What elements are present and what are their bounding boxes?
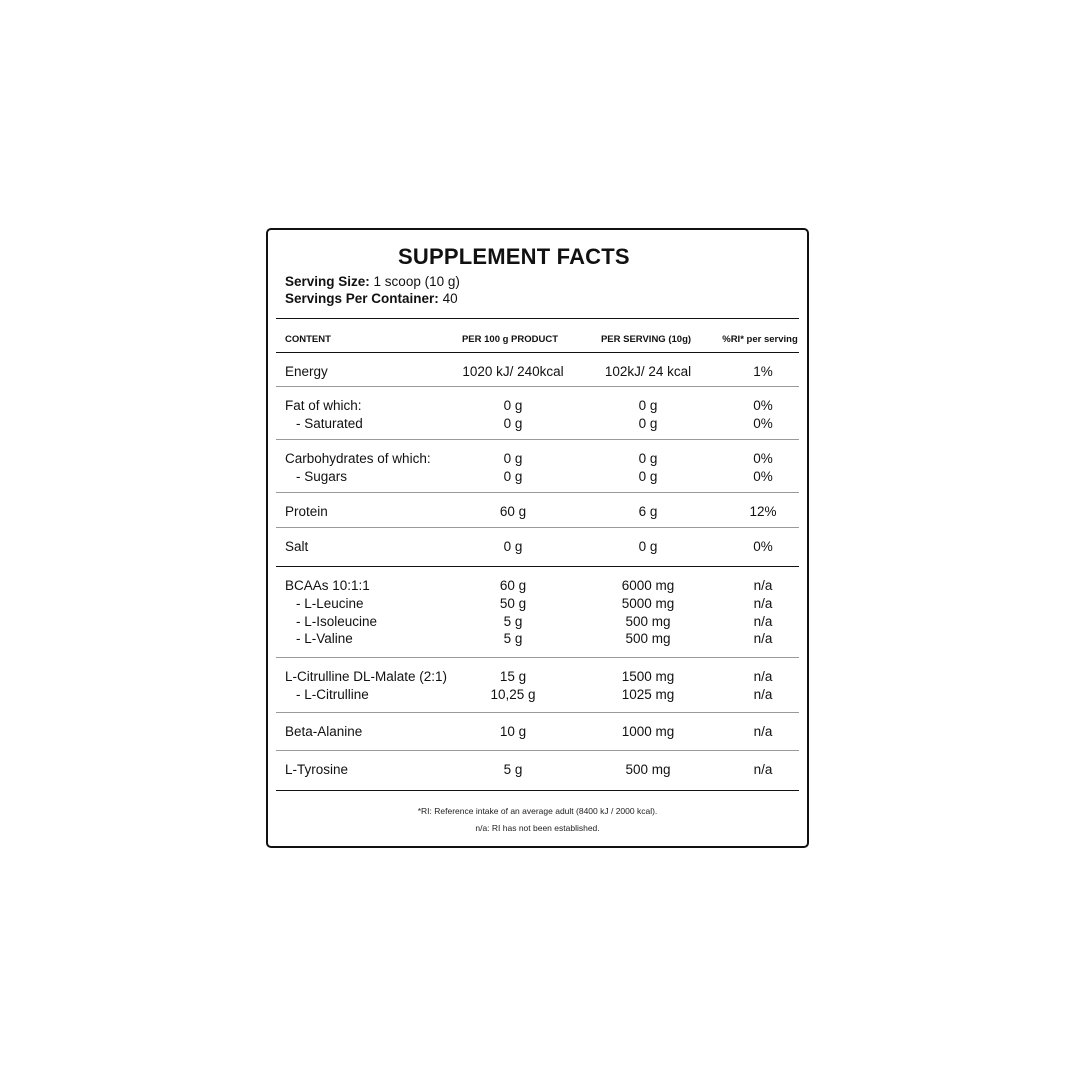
header-ri: %RI* per serving — [722, 334, 798, 345]
divider — [276, 790, 799, 791]
row-saturated-label: - Saturated — [296, 416, 363, 431]
row-salt-label: Salt — [285, 539, 309, 554]
row-fat-per100: 0 g — [503, 398, 523, 413]
row-sugars-label: - Sugars — [296, 469, 348, 484]
divider — [276, 657, 799, 658]
row-tyrosine-serving: 500 mg — [625, 762, 671, 777]
row-beta-alanine-ri: n/a — [753, 724, 773, 739]
row-energy-serving: 102kJ/ 24 kcal — [604, 364, 692, 379]
footnote-na: n/a: RI has not been established. — [475, 823, 600, 833]
serving-size: Serving Size: 1 scoop (10 g) — [285, 274, 460, 289]
row-protein-label: Protein — [285, 504, 328, 519]
row-beta-alanine-label: Beta-Alanine — [285, 724, 363, 739]
row-saturated-ri: 0% — [753, 416, 773, 431]
row-protein-per100: 60 g — [499, 504, 527, 519]
row-carbs-per100: 0 g — [503, 451, 523, 466]
divider — [276, 492, 799, 493]
row-energy-per100: 1020 kJ/ 240kcal — [462, 364, 564, 379]
row-citrulline-label: - L-Citrulline — [296, 687, 369, 702]
divider — [276, 318, 799, 319]
row-bcaa-label: BCAAs 10:1:1 — [285, 578, 370, 593]
row-valine-label: - L-Valine — [296, 631, 353, 646]
row-salt-per100: 0 g — [503, 539, 523, 554]
row-leucine-serving: 5000 mg — [621, 596, 675, 611]
row-protein-serving: 6 g — [638, 504, 658, 519]
divider — [276, 352, 799, 353]
row-tyrosine-per100: 5 g — [503, 762, 523, 777]
row-sugars-serving: 0 g — [638, 469, 658, 484]
row-leucine-per100: 50 g — [499, 596, 527, 611]
row-tyrosine-ri: n/a — [753, 762, 773, 777]
row-fat-ri: 0% — [753, 398, 773, 413]
row-isoleucine-serving: 500 mg — [625, 614, 671, 629]
row-leucine-label: - L-Leucine — [296, 596, 364, 611]
row-saturated-serving: 0 g — [638, 416, 658, 431]
row-valine-per100: 5 g — [503, 631, 523, 646]
row-energy-label: Energy — [285, 364, 328, 379]
row-tyrosine-label: L-Tyrosine — [285, 762, 349, 777]
divider — [276, 566, 799, 567]
header-content: CONTENT — [285, 334, 331, 345]
header-per-100g: PER 100 g PRODUCT — [461, 334, 559, 345]
row-citrulline-malate-serving: 1500 mg — [621, 669, 675, 684]
divider — [276, 386, 799, 387]
row-citrulline-malate-ri: n/a — [753, 669, 773, 684]
row-citrulline-malate-label: L-Citrulline DL-Malate (2:1) — [285, 669, 448, 684]
row-valine-serving: 500 mg — [625, 631, 671, 646]
row-fat-serving: 0 g — [638, 398, 658, 413]
divider — [276, 527, 799, 528]
row-valine-ri: n/a — [753, 631, 773, 646]
footnote-ri: *RI: Reference intake of an average adult (8400 kJ / 2000 kcal). — [417, 806, 658, 816]
row-isoleucine-ri: n/a — [753, 614, 773, 629]
row-bcaa-ri: n/a — [753, 578, 773, 593]
row-citrulline-per100: 10,25 g — [490, 687, 536, 702]
row-leucine-ri: n/a — [753, 596, 773, 611]
row-bcaa-serving: 6000 mg — [621, 578, 675, 593]
row-citrulline-serving: 1025 mg — [621, 687, 675, 702]
divider — [276, 439, 799, 440]
supplement-facts-panel: SUPPLEMENT FACTS Serving Size: 1 scoop (10 g) Servings Per Container: 40 CONTENT PER 100 g PRODUCT PER SERVING (10g) %RI* per serving Energy 1020 kJ/ 240kcal 102kJ/ 24 kcal 1% Fat of which: 0 g 0 g 0% - Saturated 0 g 0 g 0% Carbohydrates of which: 0 g 0 g 0% - Sugars 0 g 0 g 0% Protein 60 g 6 g 12% Salt 0 g 0 g 0% BCAAs 10:1:1 60 g 6000 mg n/a - L-Leucine 50 g 5000 mg n/a - L-Isoleucine 5 g 500 mg n/a - L-Valine 5 g 500 mg n/a L-Citrulline DL-Malate (2:1) 15 g 1500 mg n/a - L-Citrulline 10,25 g 1025 mg n/a Beta-Alanine 10 g 1000 mg n/a L-Tyrosine 5 g 500 mg n/a *RI: Reference intake of an average adult (8400 kJ / 2000 kcal). n/a: RI has not been established. — [266, 228, 809, 848]
row-carbs-label: Carbohydrates of which: — [285, 451, 431, 466]
row-fat-label: Fat of which: — [285, 398, 362, 413]
row-bcaa-per100: 60 g — [499, 578, 527, 593]
row-isoleucine-label: - L-Isoleucine — [296, 614, 378, 629]
row-energy-ri: 1% — [753, 364, 773, 379]
servings-per-container: Servings Per Container: 40 — [285, 291, 458, 306]
row-isoleucine-per100: 5 g — [503, 614, 523, 629]
row-saturated-per100: 0 g — [503, 416, 523, 431]
row-carbs-ri: 0% — [753, 451, 773, 466]
row-citrulline-ri: n/a — [753, 687, 773, 702]
row-citrulline-malate-per100: 15 g — [499, 669, 527, 684]
header-per-serving: PER SERVING (10g) — [600, 334, 692, 345]
row-protein-ri: 12% — [749, 504, 777, 519]
row-salt-serving: 0 g — [638, 539, 658, 554]
row-salt-ri: 0% — [753, 539, 773, 554]
row-sugars-ri: 0% — [753, 469, 773, 484]
divider — [276, 750, 799, 751]
row-sugars-per100: 0 g — [503, 469, 523, 484]
row-carbs-serving: 0 g — [638, 451, 658, 466]
divider — [276, 712, 799, 713]
row-beta-alanine-serving: 1000 mg — [621, 724, 675, 739]
row-beta-alanine-per100: 10 g — [499, 724, 527, 739]
